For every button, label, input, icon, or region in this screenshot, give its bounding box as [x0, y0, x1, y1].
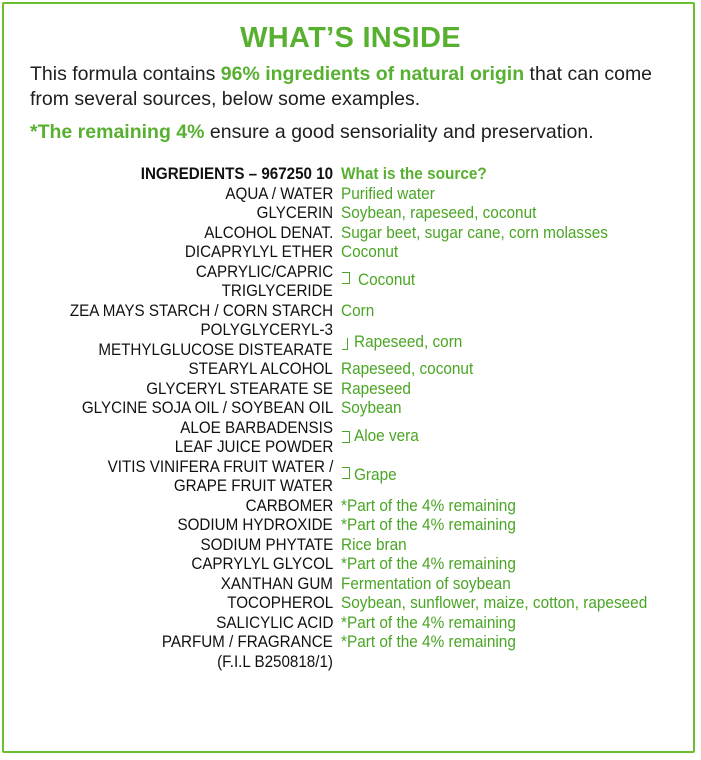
bracket-source-grape: Grape — [354, 466, 397, 484]
ingredient-source: Rapeseed, coconut — [341, 360, 474, 378]
intro-text-2: that can come from several sources, below some examples. — [30, 63, 653, 110]
table-row — [0, 437, 701, 457]
bracket-source-coconut: Coconut — [358, 271, 416, 289]
ingredient-source: Fermentation of soybean — [341, 574, 511, 593]
table-row — [0, 613, 701, 633]
ingredient-source: *Part of the 4% remaining — [341, 555, 516, 573]
table-row — [0, 418, 701, 438]
ingredient-source: *Part of the 4% remaining — [341, 516, 516, 534]
ingredient-name: ALCOHOL DENAT. — [203, 223, 333, 242]
ingredient-name: SALICYLIC ACID — [215, 613, 333, 632]
table-row — [0, 652, 701, 672]
page-title: WHAT’S INSIDE — [240, 22, 461, 54]
ingredient-source: *Part of the 4% remaining — [341, 613, 516, 632]
table-row — [0, 359, 701, 379]
ingredient-name: STEARYL ALCOHOL — [188, 360, 333, 378]
ingredient-name: TRIGLYCERIDE — [221, 282, 333, 300]
ingredient-name: CARBOMER — [245, 496, 333, 515]
ingredient-name: CAPRYLIC/CAPRIC — [195, 262, 333, 281]
intro-paragraph — [30, 62, 690, 112]
intro-text-1: This formula contains — [30, 63, 221, 85]
table-row — [0, 457, 701, 477]
ingredient-name: VITIS VINIFERA FRUIT WATER / — [107, 457, 333, 476]
table-row — [0, 320, 701, 340]
ingredient-name: PARFUM / FRAGRANCE — [162, 633, 333, 651]
table-row — [0, 632, 701, 652]
bracket-rapeseed-corn — [342, 338, 348, 350]
ingredient-name: CAPRYLYL GLYCOL — [190, 555, 333, 573]
bracket-grape — [342, 467, 350, 479]
ingredient-source: Soybean, rapeseed, coconut — [341, 204, 537, 222]
ingredient-name: AQUA / WATER — [225, 184, 333, 203]
ingredient-name: GLYCINE SOJA OIL / SOYBEAN OIL — [81, 399, 333, 417]
ingredient-name: DICAPRYLYL ETHER — [184, 243, 333, 261]
header-source: What is the source? — [341, 165, 487, 183]
table-row — [0, 496, 701, 516]
ingredient-source: Soybean, sunflower, maize, cotton, rapeseed — [341, 594, 648, 612]
ingredient-name: METHYLGLUCOSE DISTEARATE — [98, 340, 333, 359]
ingredient-source: Rice bran — [341, 535, 407, 554]
ingredient-source: Sugar beet, sugar cane, corn molasses — [341, 223, 608, 242]
remaining-text: ensure a good sensoriality and preservation. — [204, 121, 594, 143]
ingredient-name: TOCOPHEROL — [226, 594, 333, 612]
ingredient-source: *Part of the 4% remaining — [341, 496, 516, 515]
table-row — [0, 379, 701, 399]
table-row — [0, 184, 701, 204]
ingredient-name: POLYGLYCERYL-3 — [200, 321, 333, 339]
ingredient-name: LEAF JUICE POWDER — [174, 438, 333, 456]
table-row — [0, 262, 701, 282]
table-row — [0, 398, 701, 418]
table-row — [0, 301, 701, 321]
table-row — [0, 593, 701, 613]
bracket-aloe-vera — [342, 431, 350, 443]
table-row — [0, 340, 701, 360]
ingredient-name: (F.I.L B250818/1) — [217, 652, 333, 671]
table-header — [0, 164, 701, 184]
table-row — [0, 281, 701, 301]
ingredient-name: ZEA MAYS STARCH / CORN STARCH — [69, 301, 333, 320]
table-row — [0, 574, 701, 594]
table-row — [0, 535, 701, 555]
ingredient-source: Soybean — [341, 399, 402, 417]
table-row — [0, 242, 701, 262]
remaining-note — [30, 120, 700, 145]
table-row — [0, 554, 701, 574]
ingredient-source: Rapeseed — [341, 379, 411, 398]
ingredient-source: *Part of the 4% remaining — [341, 633, 516, 651]
table-row — [0, 223, 701, 243]
header-ingredients: INGREDIENTS – 967250 10 — [140, 165, 333, 183]
bracket-source-aloe-vera: Aloe vera — [354, 427, 419, 445]
table-row — [0, 203, 701, 223]
bracket-source-rapeseed-corn: Rapeseed, corn — [354, 333, 463, 351]
bracket-coconut — [342, 272, 350, 284]
remaining-highlight: *The remaining 4% — [30, 121, 205, 143]
ingredient-name: GLYCERYL STEARATE SE — [146, 379, 333, 398]
ingredient-source: Purified water — [341, 184, 435, 203]
intro-highlight: 96% ingredients of natural origin — [220, 63, 525, 85]
ingredient-name: SODIUM PHYTATE — [200, 535, 333, 554]
ingredient-name: XANTHAN GUM — [220, 574, 333, 593]
table-row — [0, 476, 701, 496]
ingredient-source: Coconut — [341, 243, 399, 261]
ingredient-name: SODIUM HYDROXIDE — [177, 516, 333, 534]
ingredient-name: GLYCERIN — [256, 204, 333, 222]
table-row — [0, 515, 701, 535]
ingredient-name: GRAPE FRUIT WATER — [173, 477, 333, 495]
ingredient-source: Corn — [341, 301, 375, 320]
ingredient-name: ALOE BARBADENSIS — [180, 418, 333, 437]
